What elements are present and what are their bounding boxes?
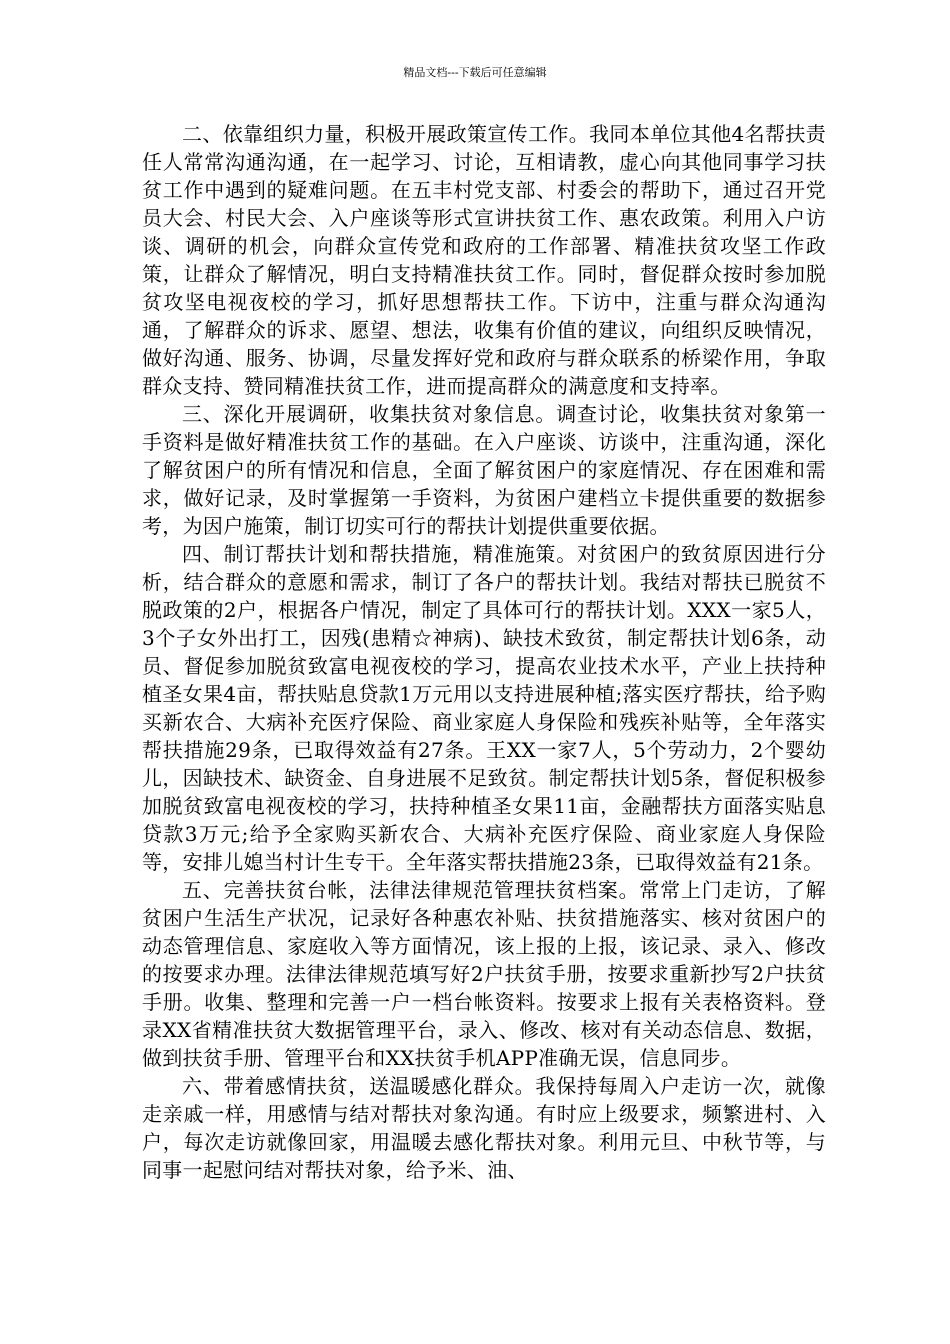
document-body <box>142 120 826 1184</box>
page-header: 精品文档---下载后可任意编辑 <box>403 66 547 79</box>
paragraph-6: 六、带着感情扶贫，送温暖感化群众。我保持每周入户走访一次，就像走亲戚一样，用感情与结对帮扶对象沟通。有时应上级要求，频繁进村、入户，每次走访就像回家，用温暖去感化帮扶对象。利用元旦、中秋节等，与同事一起慰问结对帮扶对象，给予米、油、 <box>142 1074 826 1182</box>
paragraph-2: 二、依靠组织力量，积极开展政策宣传工作。我同本单位其他4名帮扶责任人常常沟通沟通，在一起学习、讨论，互相请教，虚心向其他同事学习扶贫工作中遇到的疑难问题。在五丰村党支部、村委会的帮助下，通过召开党员大会、村民大会、入户座谈等形式宣讲扶贫工作、惠农政策。利用入户访谈、调研的机会，向群众宣传党和政府的工作部署、精准扶贫攻坚工作政策，让群众了解情况，明白支持精准扶贫工作。同时，督促群众按时参加脱贫攻坚电视夜校的学习，抓好思想帮扶工作。下访中，注重与群众沟通沟通，了解群众的诉求、愿望、想法，收集有价值的建议，向组织反映情况，做好沟通、服务、协调，尽量发挥好党和政府与群众联系的桥梁作用，争取群众支持、赞同精准扶贫工作，进而提高群众的满意度和支持率。 <box>142 122 826 398</box>
paragraph-4: 四、制订帮扶计划和帮扶措施，精准施策。对贫困户的致贫原因进行分析，结合群众的意愿和需求，制订了各户的帮扶计划。我结对帮扶已脱贫不脱政策的2户，根据各户情况，制定了具体可行的帮扶计划。XXX一家5人，3个子女外出打工，因残(患精☆神病)、缺技术致贫，制定帮扶计划6条，动员、督促参加脱贫致富电视夜校的学习，提高农业技术水平，产业上扶持种植圣女果4亩，帮扶贴息贷款1万元用以支持进展种植;落实医疗帮扶，给予购买新农合、大病补充医疗保险、商业家庭人身保险和残疾补贴等，全年落实帮扶措施29条，已取得效益有27条。王XX一家7人，5个劳动力，2个婴幼儿，因缺技术、缺资金、自身进展不足致贫。制定帮扶计划5条，督促积极参加脱贫致富电视夜校的学习，扶持种植圣女果11亩，金融帮扶方面落实贴息贷款3万元;给予全家购买新农合、大病补充医疗保险、商业家庭人身保险等，安排儿媳当村计生专干。全年落实帮扶措施23条，已取得效益有21条。 <box>142 542 826 874</box>
paragraph-3: 三、深化开展调研，收集扶贫对象信息。调查讨论，收集扶贫对象第一手资料是做好精准扶贫工作的基础。在入户座谈、访谈中，注重沟通，深化了解贫困户的所有情况和信息，全面了解贫困户的家庭情况、存在困难和需求，做好记录，及时掌握第一手资料，为贫困户建档立卡提供重要的数据参考，为因户施策，制订切实可行的帮扶计划提供重要依据。 <box>142 402 826 538</box>
paragraph-5: 五、完善扶贫台帐，法律法律规范管理扶贫档案。常常上门走访，了解贫困户生活生产状况，记录好各种惠农补贴、扶贫措施落实、核对贫困户的动态管理信息、家庭收入等方面情况，该上报的上报，该记录、录入、修改的按要求办理。法律法律规范填写好2户扶贫手册，按要求重新抄写2户扶贫手册。收集、整理和完善一户一档台帐资料。按要求上报有关表格资料。登录XX省精准扶贫大数据管理平台，录入、修改、核对有关动态信息、数据，做到扶贫手册、管理平台和XX扶贫手机APP准确无误，信息同步。 <box>142 878 826 1070</box>
